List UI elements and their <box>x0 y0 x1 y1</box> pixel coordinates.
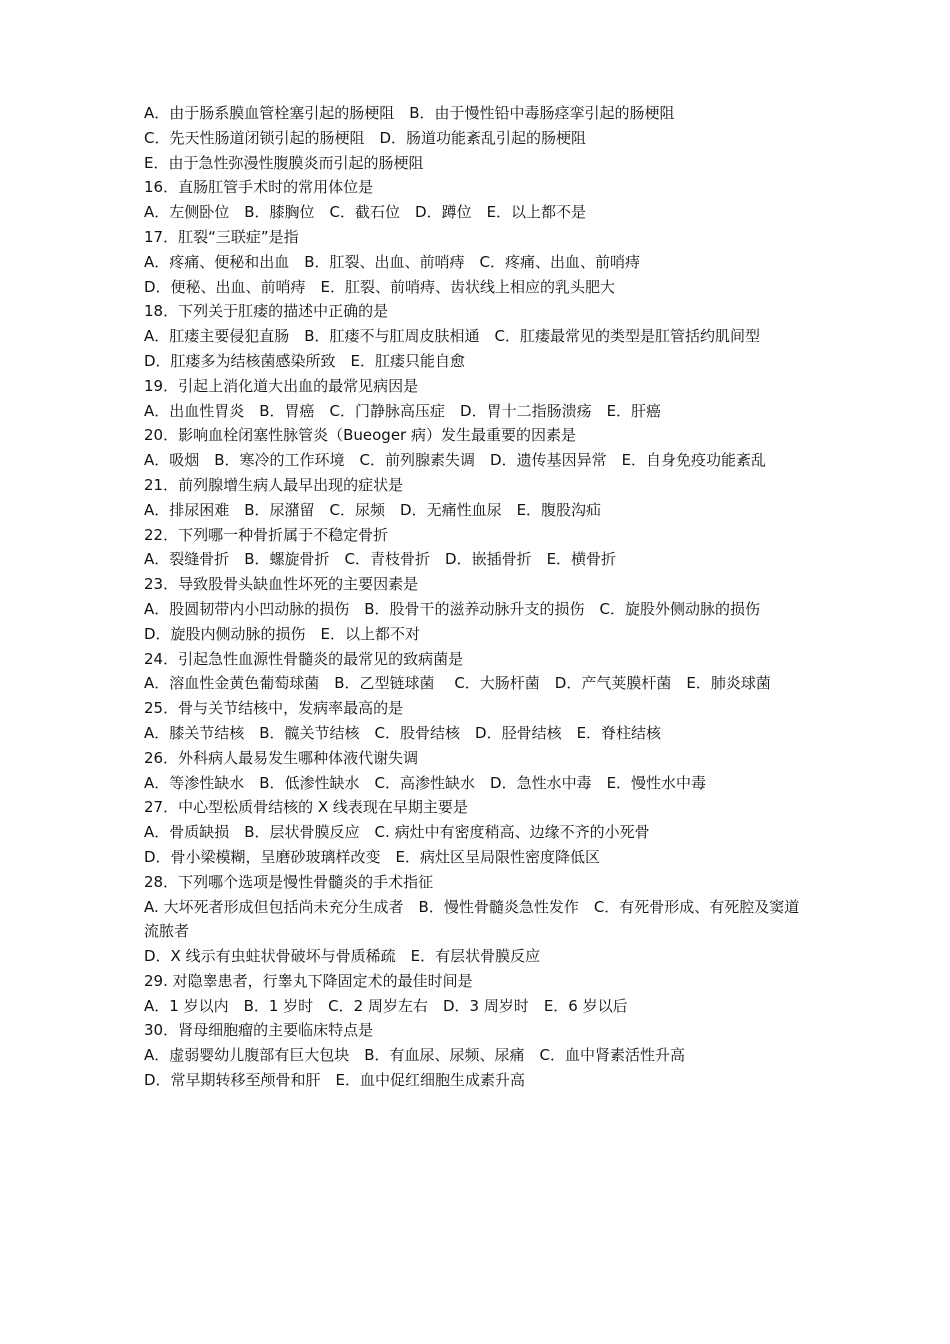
question-options: A．虚弱婴幼儿腹部有巨大包块 B．有血尿、尿频、尿痛 C．血中肾素活性升高 <box>144 1046 686 1065</box>
question-stem: 23．导致股骨头缺血性坏死的主要因素是 <box>144 575 419 594</box>
question-options: A．溶血性金黄色葡萄球菌 B．乙型链球菌 C．大肠杆菌 D．产气荚膜杆菌 E．肺炎球菌 <box>144 674 771 693</box>
question-options: A．吸烟 B．寒冷的工作环境 C．前列腺素失调 D．遗传基因异常 E．自身免疫功能紊乱 <box>144 451 767 470</box>
question-stem: 29. 对隐睾患者，行睾丸下降固定术的最佳时间是 <box>144 971 473 990</box>
question-options: A. 大坏死者形成但包括尚未充分生成者 B．慢性骨髓炎急性发作 C．有死骨形成、有死腔及窦道流脓者 <box>144 897 800 941</box>
question-options: A．出血性胃炎 B．胃癌 C．门静脉高压症 D．胃十二指肠溃疡 E．肝癌 <box>144 401 662 420</box>
question-options: A．左侧卧位 B．膝胸位 C．截石位 D．蹲位 E．以上都不是 <box>144 203 587 222</box>
question-stem: 21．前列腺增生病人最早出现的症状是 <box>144 475 404 494</box>
question-options: A．疼痛、便秘和出血 B．肛裂、出血、前哨痔 C．疼痛、出血、前哨痔 <box>144 252 641 271</box>
question-stem: 22．下列哪一种骨折属于不稳定骨折 <box>144 525 389 544</box>
question-stem: 28．下列哪个选项是慢性骨髓炎的手术指征 <box>144 872 434 891</box>
document-page <box>144 101 812 1093</box>
question-options: A．膝关节结核 B．髋关节结核 C．股骨结核 D．胫骨结核 E．脊柱结核 <box>144 723 662 742</box>
question-stem: 27．中心型松质骨结核的 X 线表现在早期主要是 <box>144 798 468 817</box>
question-options: D．X 线示有虫蛀状骨破坏与骨质稀疏 E．有层状骨膜反应 <box>144 947 541 966</box>
question-options: D．便秘、出血、前哨痔 E．肛裂、前哨痔、齿状线上相应的乳头肥大 <box>144 277 616 296</box>
question-stem: 24．引起急性血源性骨髓炎的最常见的致病菌是 <box>144 649 464 668</box>
text-line: C．先天性肠道闭锁引起的肠梗阻 D．肠道功能紊乱引起的肠梗阻 <box>144 128 587 147</box>
question-options: D．常早期转移至颅骨和肝 E．血中促红细胞生成素升高 <box>144 1071 526 1090</box>
question-stem: 30．肾母细胞瘤的主要临床特点是 <box>144 1021 374 1040</box>
question-stem: 17．肛裂“三联症”是指 <box>144 227 299 246</box>
question-options: D．骨小梁模糊，呈磨砂玻璃样改变 E．病灶区呈局限性密度降低区 <box>144 847 601 866</box>
question-stem: 18．下列关于肛瘘的描述中正确的是 <box>144 302 389 321</box>
question-options: D．肛瘘多为结核菌感染所致 E．肛瘘只能自愈 <box>144 351 466 370</box>
question-options: A．等渗性缺水 B．低渗性缺水 C．高渗性缺水 D．急性水中毒 E．慢性水中毒 <box>144 773 707 792</box>
question-options: A．肛瘘主要侵犯直肠 B．肛瘘不与肛周皮肤相通 C．肛瘘最常见的类型是肛管括约肌间型 <box>144 327 761 346</box>
question-options: A．骨质缺损 B．层状骨膜反应 C. 病灶中有密度稍高、边缘不齐的小死骨 <box>144 823 650 842</box>
text-line: A．由于肠系膜血管栓塞引起的肠梗阻 B．由于慢性铅中毒肠痉挛引起的肠梗阻 <box>144 104 675 122</box>
question-stem: 25．骨与关节结核中，发病率最高的是 <box>144 699 404 718</box>
question-options: A．1 岁以内 B．1 岁时 C．2 周岁左右 D．3 周岁时 E．6 岁以后 <box>144 996 628 1015</box>
question-options: A．排尿困难 B．尿潴留 C．尿频 D．无痛性血尿 E．腹股沟疝 <box>144 500 602 519</box>
question-stem: 20．影响血栓闭塞性脉管炎（Bueoger 病）发生最重要的因素是 <box>144 426 576 445</box>
question-stem: 19．引起上消化道大出血的最常见病因是 <box>144 376 419 395</box>
text-line: E．由于急性弥漫性腹膜炎而引起的肠梗阻 <box>144 153 424 172</box>
question-options: D．旋股内侧动脉的损伤 E．以上都不对 <box>144 624 421 643</box>
question-options: A．裂缝骨折 B．螺旋骨折 C．青枝骨折 D．嵌插骨折 E．横骨折 <box>144 550 617 569</box>
question-stem: 16．直肠肛管手术时的常用体位是 <box>144 178 374 197</box>
question-stem: 26．外科病人最易发生哪种体液代谢失调 <box>144 748 419 767</box>
question-options: A．股圆韧带内小凹动脉的损伤 B．股骨干的滋养动脉升支的损伤 C．旋股外侧动脉的损伤 <box>144 599 761 618</box>
